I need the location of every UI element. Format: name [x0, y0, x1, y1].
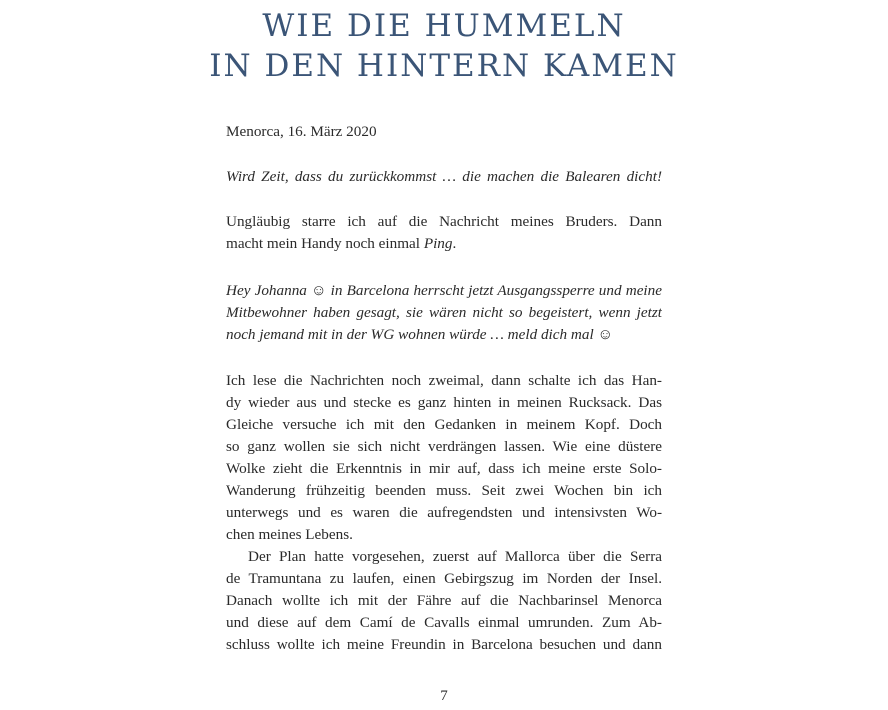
message-2-line-1: Hey Johanna ☺ in Barcelona herrscht jetzt Ausgangssperre und meine	[226, 282, 662, 299]
paragraph-2-line: dy wieder aus und stecke es ganz hinten in meinen Rucksack. Das	[226, 394, 662, 411]
message-2-line-2: Mitbewohner haben gesagt, sie wären nicht so begeistert, wenn jetzt	[226, 304, 662, 321]
paragraph-3-line: schluss wollte ich meine Freundin in Barcelona besuchen und dann	[226, 636, 662, 653]
message-1	[226, 166, 662, 188]
paragraph-1-line-1: Ungläubig starre ich auf die Nachricht meines Bruders. Dann	[226, 213, 662, 230]
paragraph-1-line-2-text: macht mein Handy noch einmal	[226, 235, 424, 252]
paragraph-3-line: Der Plan hatte vorgesehen, zuerst auf Mallorca über die Serra	[248, 548, 662, 565]
paragraph-3-line: Danach wollte ich mit der Fähre auf die Nachbarinsel Menorca	[226, 592, 662, 609]
paragraph-2-line: Gleiche versuche ich mit den Gedanken in meinem Kopf. Doch	[226, 416, 662, 433]
message-2-line-3: noch jemand mit in der WG wohnen würde … meld dich mal ☺	[226, 326, 613, 343]
chapter-title-line-2: IN DEN HINTERN KAMEN	[209, 48, 679, 84]
message-2	[226, 280, 662, 346]
chapter-title	[0, 6, 888, 86]
paragraph-2-line: so ganz wollen sie sich nicht verdrängen lassen. Wie eine düstere	[226, 438, 662, 455]
paragraph-2	[226, 370, 662, 546]
message-1-text: Wird Zeit, dass du zurückkommst … die machen die Balearen dicht!	[226, 168, 662, 185]
paragraph-2-line: Wanderung frühzeitig beenden muss. Seit zwei Wochen bin ich	[226, 482, 662, 499]
dateline	[226, 121, 662, 143]
dateline-text: Menorca, 16. März 2020	[226, 123, 377, 140]
chapter-title-line-1: WIE DIE HUMMELN	[262, 8, 626, 44]
paragraph-2-line: chen meines Lebens.	[226, 526, 353, 543]
page-number: 7	[440, 688, 448, 704]
paragraph-3-line: und diese auf dem Camí de Cavalls einmal umrunden. Zum Ab-	[226, 614, 662, 631]
paragraph-3	[226, 546, 662, 656]
ping-word: Ping	[423, 235, 453, 252]
paragraph-1-line-2-end: .	[452, 235, 457, 252]
paragraph-1	[226, 211, 662, 255]
paragraph-2-line: unterwegs und es waren die aufregendsten und intensivsten Wo-	[226, 504, 662, 521]
paragraph-2-line: Ich lese die Nachrichten noch zweimal, dann schalte ich das Han-	[226, 372, 662, 389]
paragraph-1-line-2	[226, 233, 662, 255]
paragraph-3-line: de Tramuntana zu laufen, einen Gebirgszug im Norden der Insel.	[226, 570, 662, 587]
paragraph-2-line: Wolke zieht die Erkenntnis in mir auf, dass ich meine erste Solo-	[226, 460, 662, 477]
